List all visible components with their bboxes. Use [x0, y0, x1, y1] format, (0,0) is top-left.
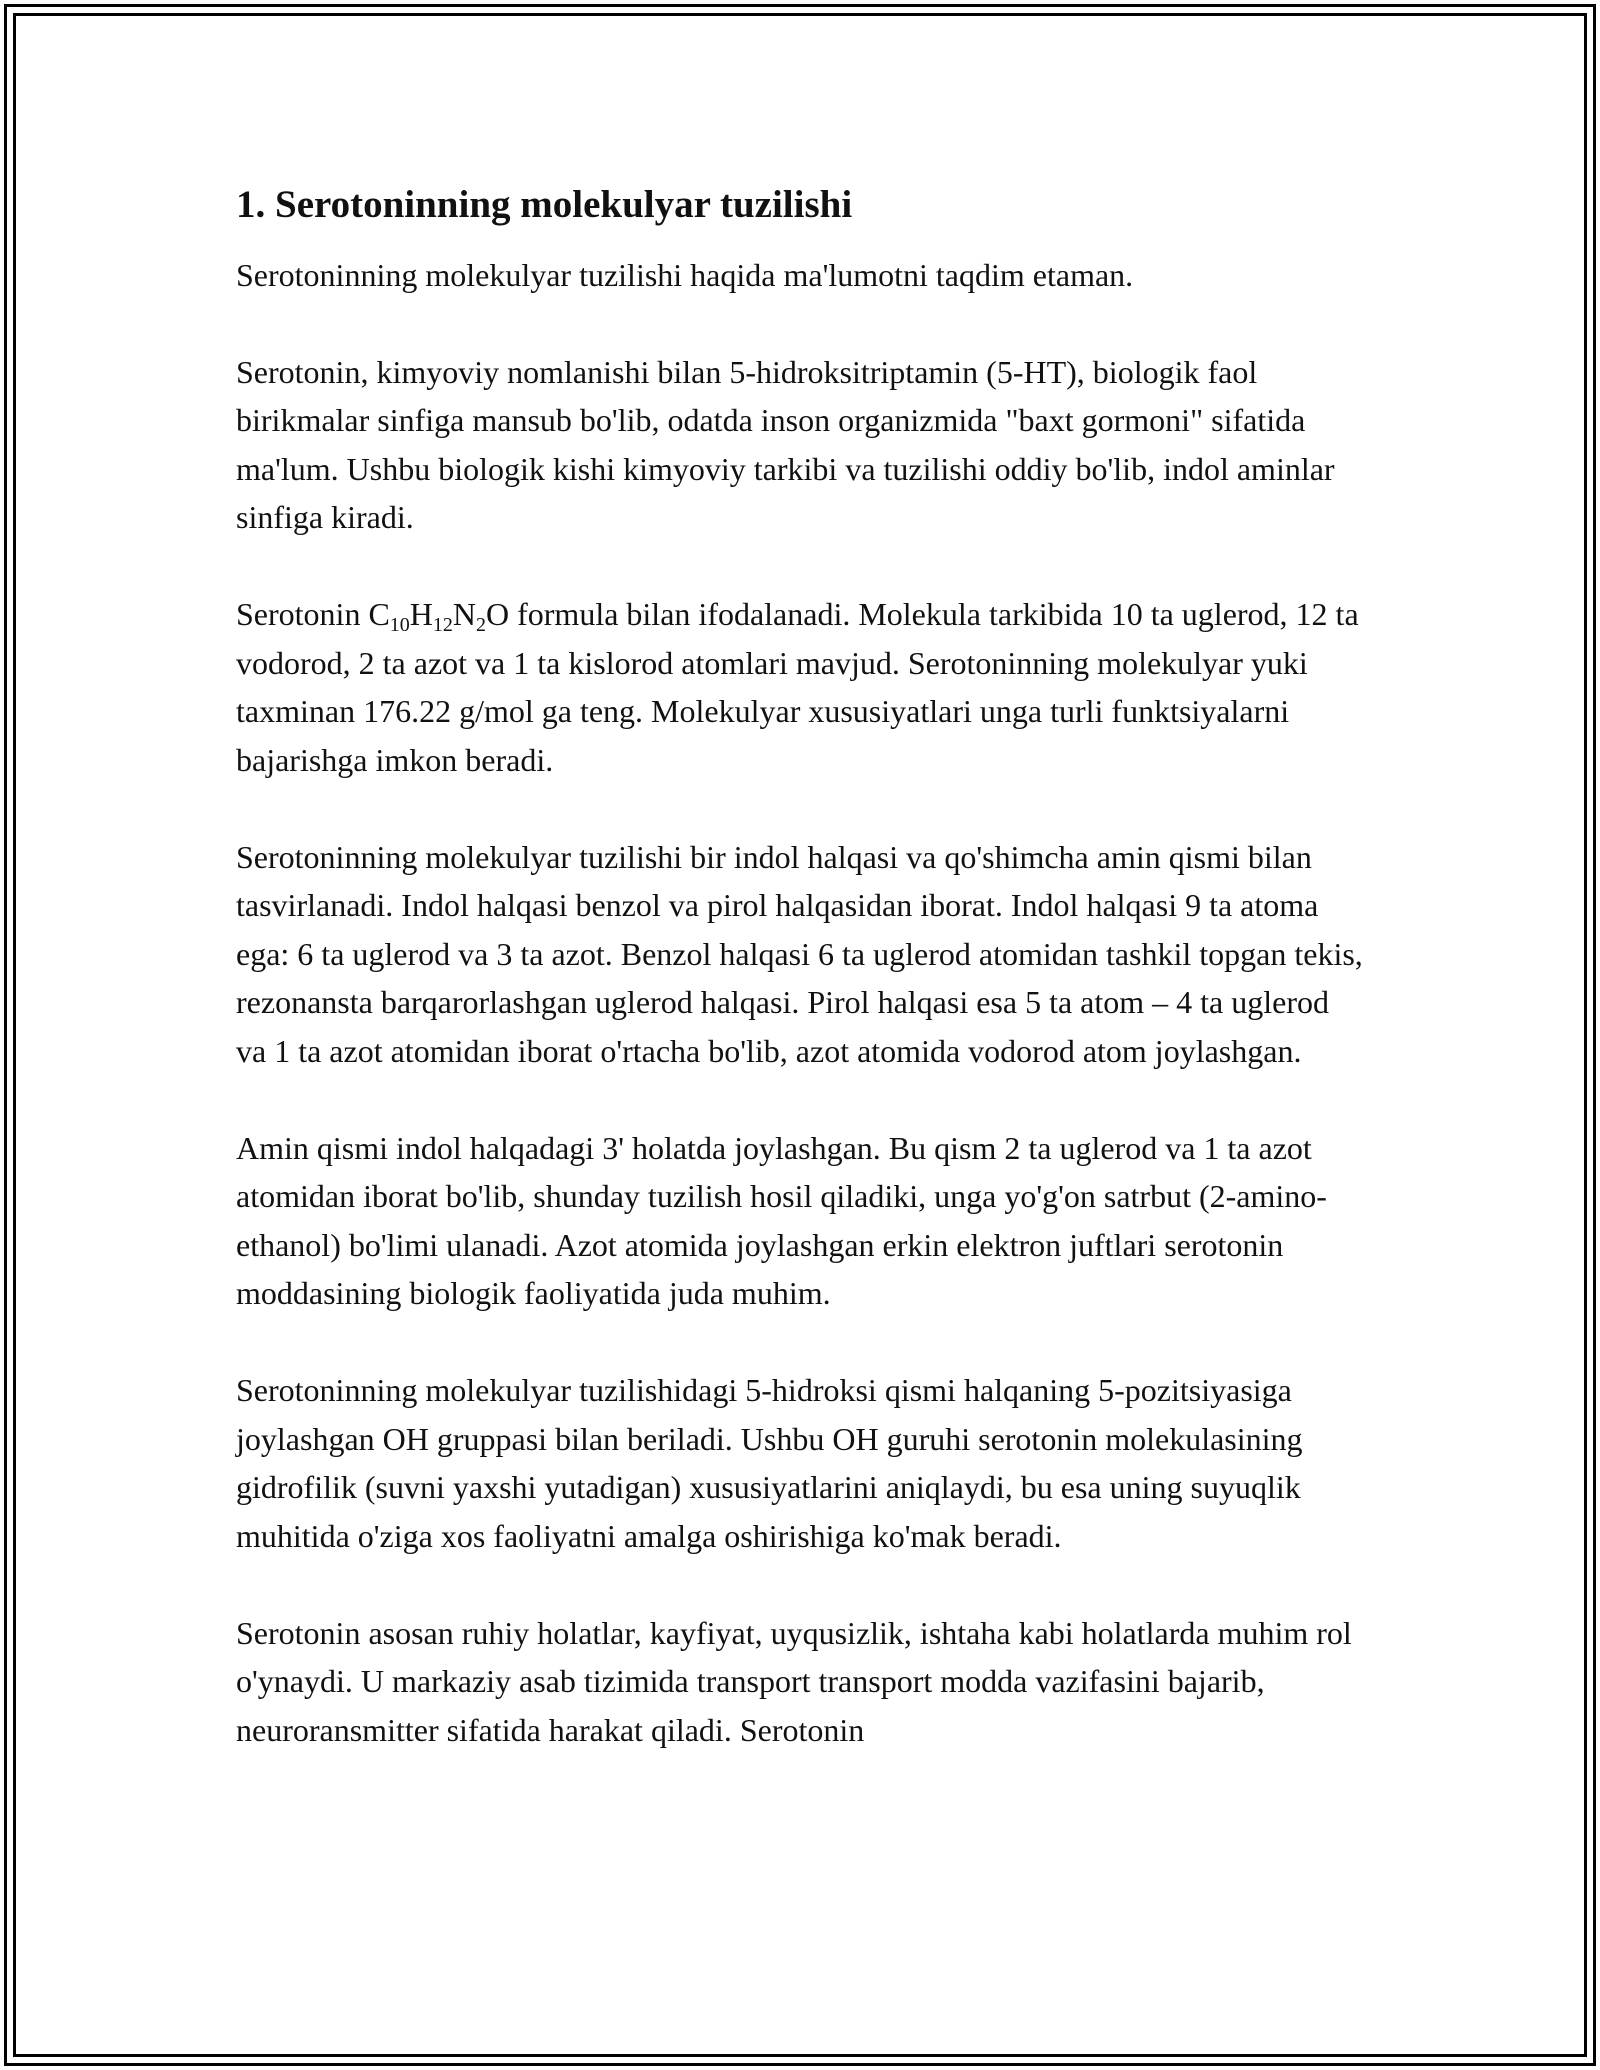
paragraph-amine-part: Amin qismi indol halqadagi 3' holatda joylashgan. Bu qism 2 ta uglerod va 1 ta azot atomidan iborat bo'lib, shunday tuzilish hosil qiladiki, unga yo'g'on satrbut (2-amino-ethanol) bo'limi ulanadi. Azot atomida joylashgan erkin elektron juftlari serotonin moddasining biologik faoliyatida juda muhim.	[236, 1129, 1327, 1312]
formula-prefix: Serotonin	[236, 596, 369, 633]
formula-element-h: H	[409, 596, 433, 633]
paragraph-indole-ring: Serotoninning molekulyar tuzilishi bir indol halqasi va qo'shimcha amin qismi bilan tasvirlanadi. Indol halqasi benzol va pirol halqasidan iborat. Indol halqasi 9 ta atoma ega: 6 ta uglerod va 3 ta azot. Benzol halqasi 6 ta uglerod atomidan tashkil topgan tekis, rezonansta barqarorlashgan uglerod halqasi. Pirol halqasi esa 5 ta atom – 4 ta uglerod va 1 ta azot atomidan iborat o'rtacha bo'lib, azot atomida vodorod atom joylashgan.	[236, 838, 1363, 1069]
formula-suffix: formula bilan ifodalanadi. Molekula tarkibida 10 ta uglerod, 12 ta vodorod, 2 ta azot va 1 ta kislorod atomlari mavjud. Serotoninning molekulyar yuki taxminan 176.22 g/mol ga teng. Molekulyar xususiyatlari unga turli funktsiyalarni bajarishga imkon beradi.	[236, 596, 1359, 778]
document-body	[236, 180, 1366, 1803]
formula-count-c: 10	[389, 614, 410, 637]
formula-count-h: 12	[432, 614, 453, 637]
chemical-formula	[368, 596, 510, 637]
paragraph-intro: Serotoninning molekulyar tuzilishi haqida ma'lumotni taqdim etaman.	[236, 256, 1134, 293]
formula-element-o: O	[486, 596, 510, 633]
section-heading: 1. Serotoninning molekulyar tuzilishi	[236, 183, 853, 226]
formula-count-n: 2	[476, 614, 486, 637]
paragraph-formula	[236, 590, 1366, 784]
paragraph-definition: Serotonin, kimyoviy nomlanishi bilan 5-hidroksitriptamin (5-HT), biologik faol birikmalar sinfiga mansub bo'lib, odatda inson organizmida "baxt gormoni" sifatida ma'lum. Ushbu biologik kishi kimyoviy tarkibi va tuzilishi oddiy bo'lib, indol aminlar sinfiga kiradi.	[236, 353, 1335, 536]
formula-element-n: N	[452, 596, 476, 633]
formula-element-c: C	[368, 596, 390, 633]
paragraph-function: Serotonin asosan ruhiy holatlar, kayfiyat, uyqusizlik, ishtaha kabi holatlarda muhim rol o'ynaydi. U markaziy asab tizimida transport transport modda vazifasini bajarib, neuroransmitter sifatida harakat qiladi. Serotonin	[236, 1614, 1352, 1748]
paragraph-hydroxy-group: Serotoninning molekulyar tuzilishidagi 5-hidroksi qismi halqaning 5-pozitsiyasiga joylashgan OH gruppasi bilan beriladi. Ushbu OH guruhi serotonin molekulasining gidrofilik (suvni yaxshi yutadigan) xususiyatlarini aniqlaydi, bu esa uning suyuqlik muhitida o'ziga xos faoliyatni amalga oshirishiga ko'mak beradi.	[236, 1372, 1303, 1554]
